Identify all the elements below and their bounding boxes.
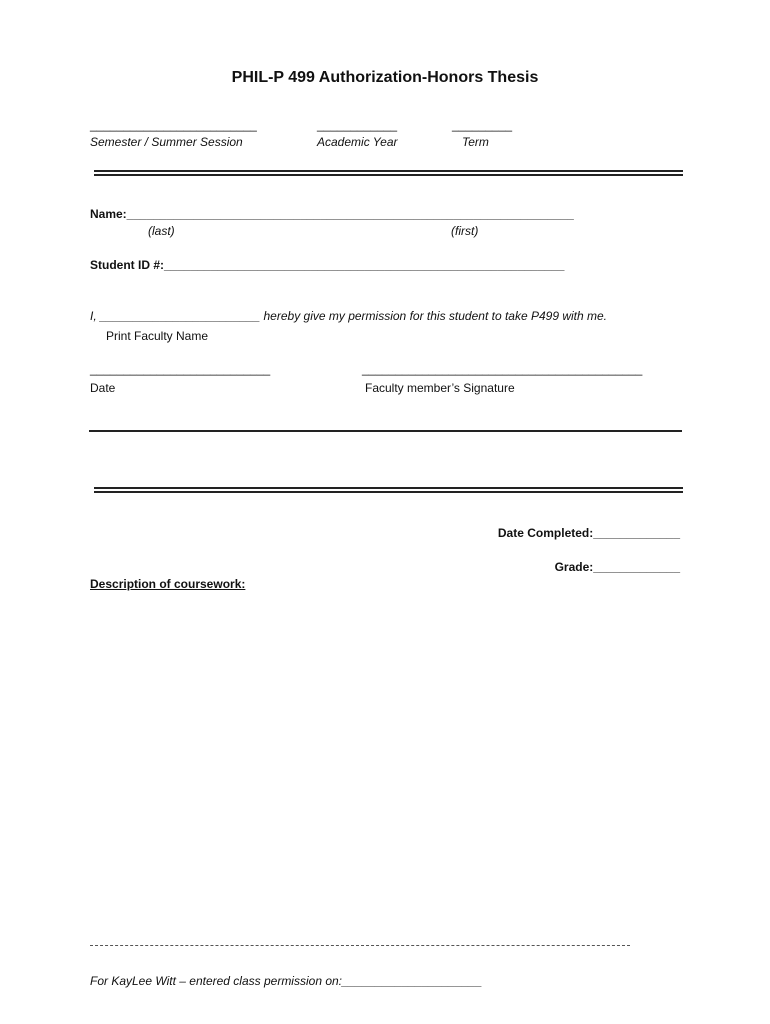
form-title: PHIL-P 499 Authorization-Honors Thesis (231, 69, 539, 86)
date-label: Date (90, 381, 116, 395)
academic-year-label: Academic Year (317, 135, 398, 149)
section-divider (89, 430, 682, 432)
double-divider-top (94, 170, 683, 176)
first-name-label: (first) (451, 224, 479, 238)
term-label: Term (462, 135, 489, 149)
permission-statement[interactable]: I, ________________________ hereby give my permission for this student to take P499 with me. (90, 309, 608, 323)
double-divider-bottom (94, 487, 683, 493)
last-name-label: (last) (148, 224, 175, 238)
grade-field[interactable]: Grade:_____________ (554, 560, 680, 574)
date-completed-field[interactable]: Date Completed:_____________ (497, 526, 680, 540)
student-id-field[interactable]: Student ID #:____________________________________________________________ (90, 258, 565, 272)
semester-field[interactable]: _________________________ (90, 118, 257, 132)
term-field[interactable]: _________ (452, 118, 513, 132)
signature-label: Faculty member’s Signature (365, 381, 515, 395)
academic-year-field[interactable]: ____________ (317, 118, 398, 132)
dashed-divider (90, 945, 630, 946)
description-of-coursework-label: Description of coursework: (90, 577, 246, 591)
date-field[interactable]: ___________________________ (90, 362, 271, 376)
signature-field[interactable]: __________________________________________ (362, 362, 643, 376)
print-faculty-name-label: Print Faculty Name (106, 329, 209, 343)
name-field[interactable]: Name:___________________________________________________________________ (90, 207, 574, 221)
kaylee-witt-note[interactable]: For KayLee Witt – entered class permission on:_____________________ (90, 974, 483, 988)
semester-label: Semester / Summer Session (90, 135, 243, 149)
